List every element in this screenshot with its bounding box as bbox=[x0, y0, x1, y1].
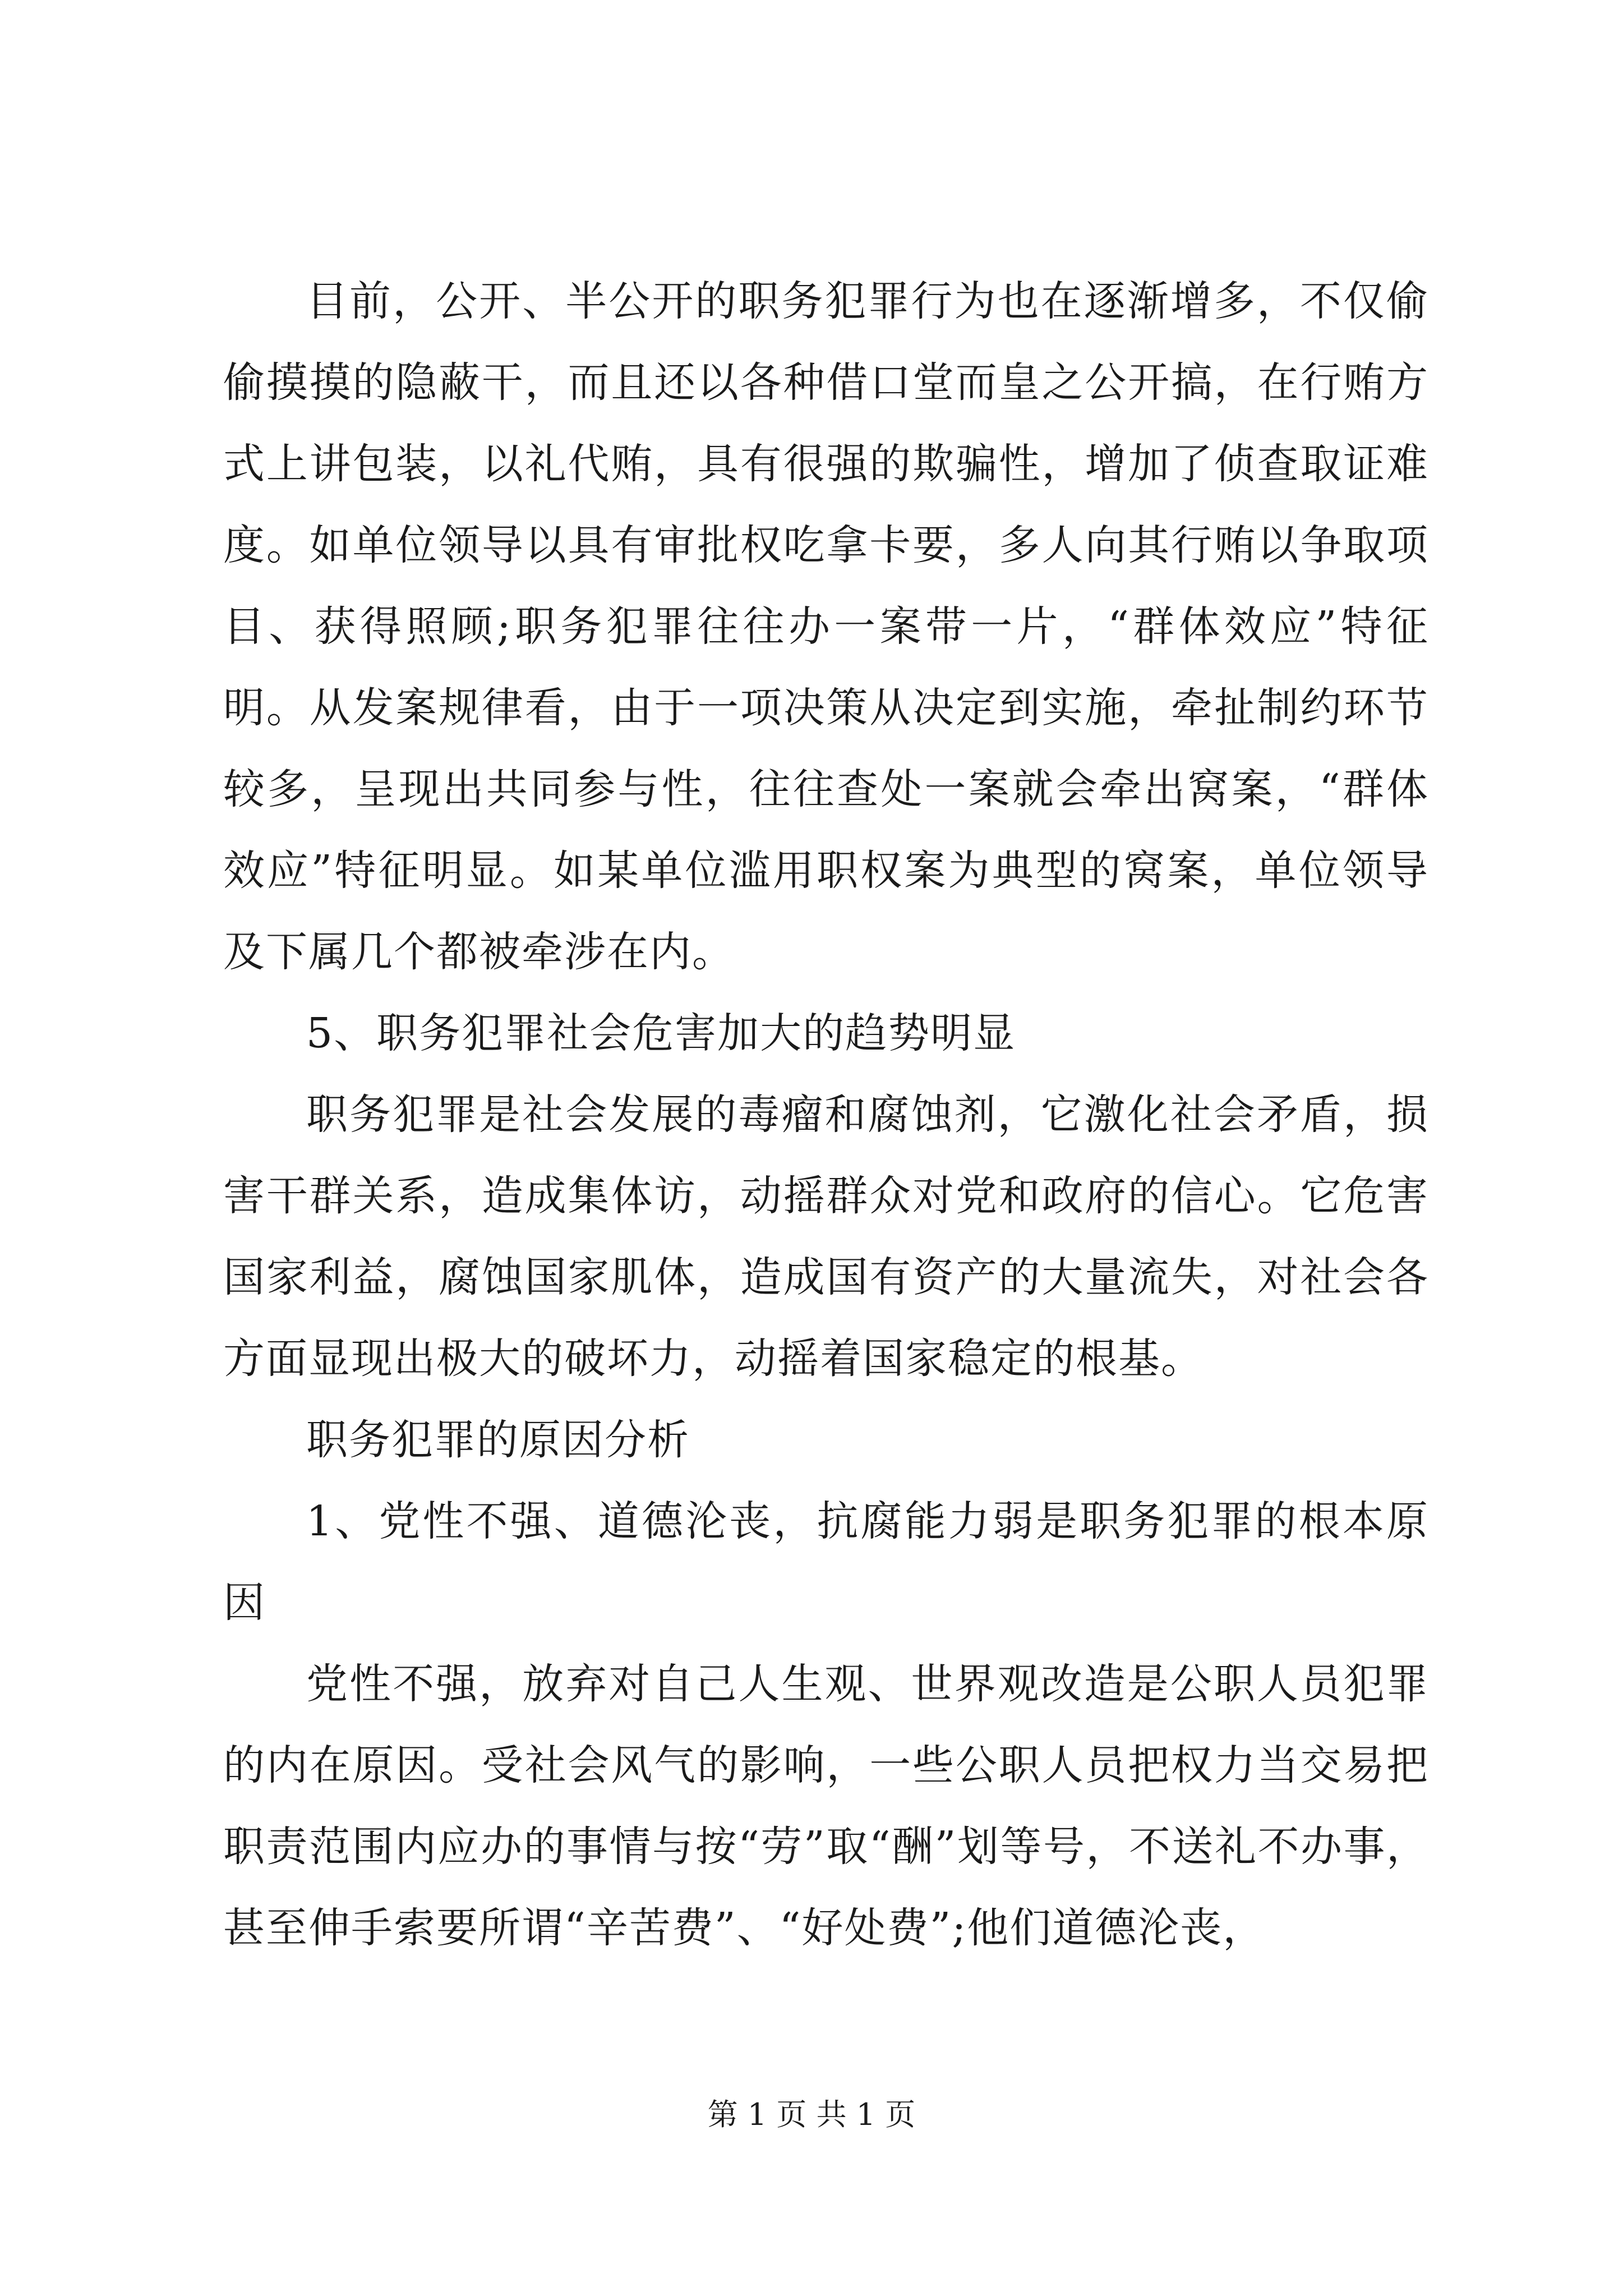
paragraph-social-harm: 职务犯罪是社会发展的毒瘤和腐蚀剂，它激化社会矛盾，损害干群关系，造成集体访，动摇群众对党和政府的信心。它危害国家利益，腐蚀国家肌体，造成国有资产的大量流失，对社会各方面显现出极大的破坏力，动摇着国家稳定的根基。 bbox=[223, 1091, 1429, 1383]
paragraph-collective-crime: 目前，公开、半公开的职务犯罪行为也在逐渐增多，不仅偷偷摸摸的隐蔽干，而且还以各种借口堂而皇之公开搞，在行贿方式上讲包装，以礼代贿，具有很强的欺骗性，增加了侦查取证难度。如单位领导以具有审批权吃拿卡要，多人向其行贿以争取项目、获得照顾;职务犯罪往往办一案带一片，“群体效应”特征明。从发案规律看，由于一项决策从决定到实施，牵扯制约环节较多，呈现出共同参与性，往往查处一案就会牵出窝案，“群体效应”特征明显。如某单位滥用职权案为典型的窝案，单位领导及下属几个都被牵涉在内。 bbox=[223, 277, 1429, 976]
heading-cause-1: 1、党性不强、道德沦丧，抗腐能力弱是职务犯罪的根本原因 bbox=[223, 1497, 1429, 1627]
document-body bbox=[223, 261, 1429, 1969]
heading-social-harm: 5、职务犯罪社会危害加大的趋势明显 bbox=[306, 1009, 1016, 1057]
paragraph-cause-1: 党性不强，放弃对自己人生观、世界观改造是公职人员犯罪的内在原因。受社会风气的影响，一些公职人员把权力当交易把职责范围内应办的事情与按“劳”取“酬”划等号，不送礼不办事，甚至伸手索要所谓“辛苦费”、“好处费”;他们道德沦丧， bbox=[223, 1660, 1429, 1952]
page-footer: 第 1 页 共 1 页 bbox=[707, 2097, 916, 2132]
heading-cause-analysis: 职务犯罪的原因分析 bbox=[306, 1416, 690, 1464]
